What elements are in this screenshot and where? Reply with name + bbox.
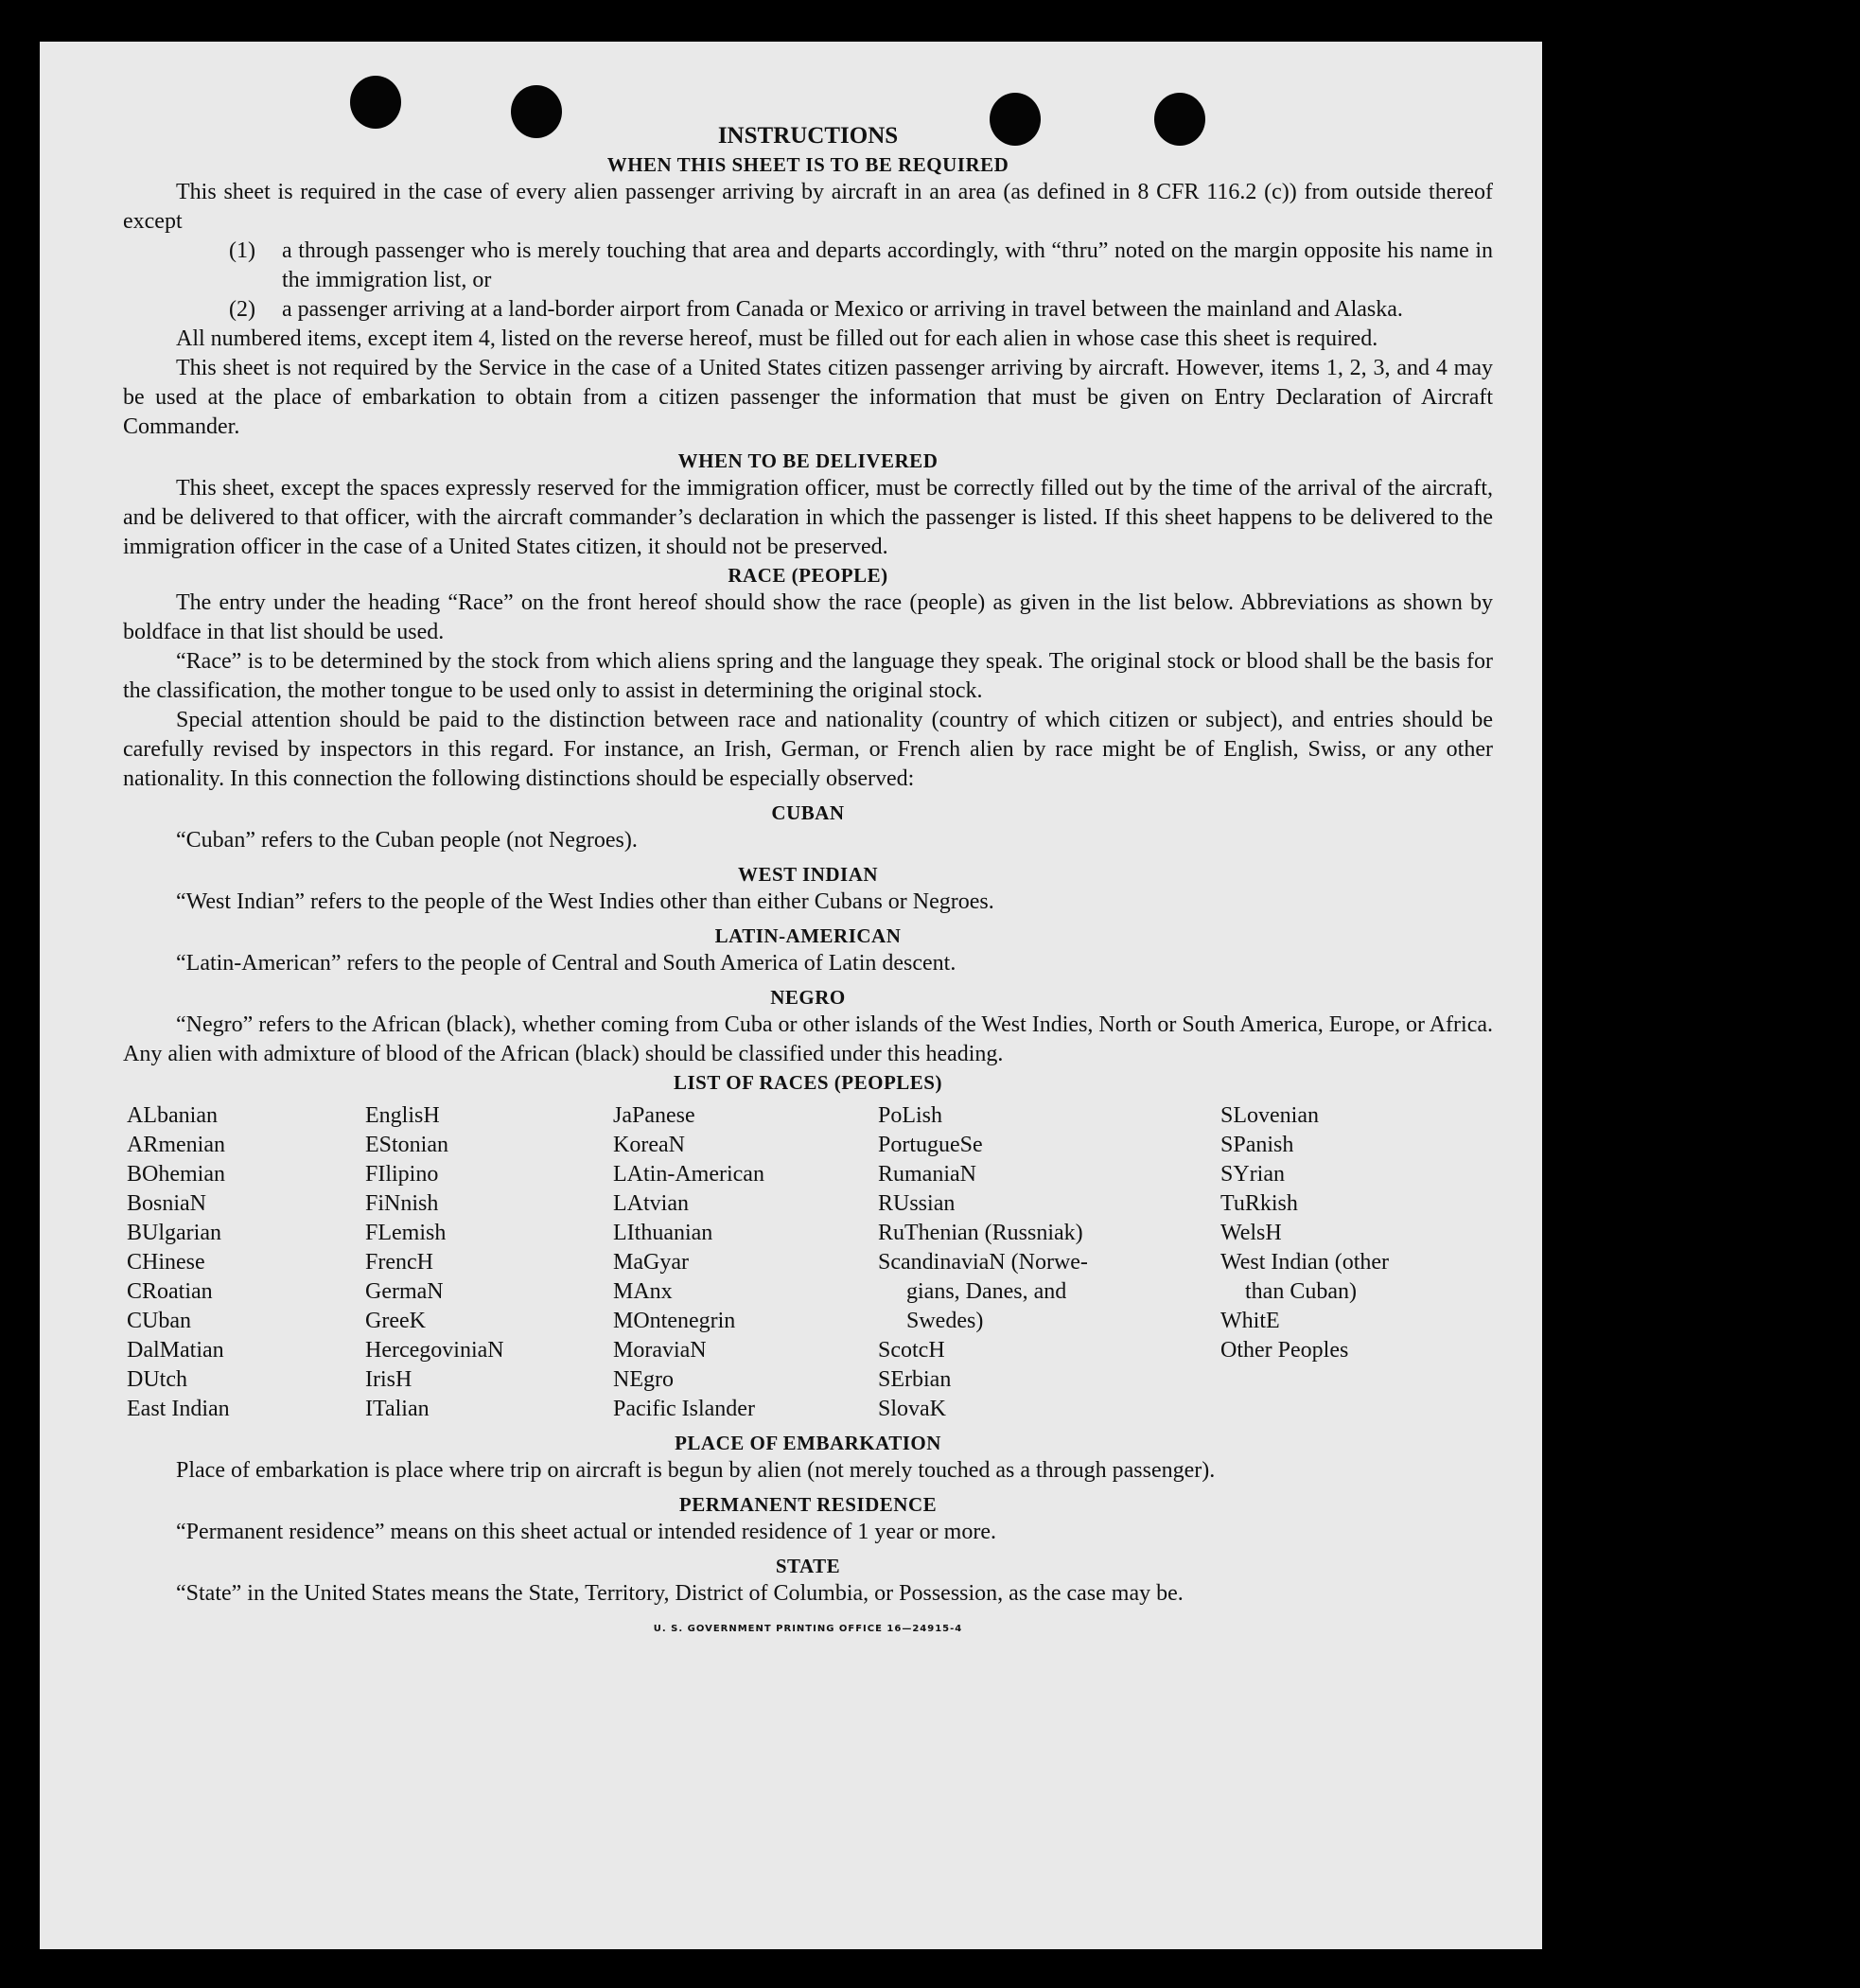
race-item: RuThenian (Russniak): [878, 1221, 1083, 1245]
paragraph: The entry under the heading “Race” on the front hereof should show the race (people) as given in the list below. Abbreviations as shown by boldface in that list should be used.: [123, 590, 1493, 644]
race-item: gians, Danes, and: [906, 1279, 1067, 1304]
race-item: EnglisH: [365, 1103, 440, 1128]
heading-west-indian: WEST INDIAN: [737, 863, 879, 886]
race-item: GreeK: [365, 1309, 426, 1333]
race-item: TuRkish: [1220, 1191, 1298, 1216]
heading-when-required: WHEN THIS SHEET IS TO BE REQUIRED: [606, 153, 1009, 176]
race-item: Swedes): [906, 1309, 984, 1333]
race-item: NEgro: [613, 1367, 674, 1392]
race-item: WhitE: [1220, 1309, 1280, 1333]
race-item: MAnx: [613, 1279, 673, 1304]
race-item: LIthuanian: [613, 1221, 713, 1245]
races-column-3: [613, 1101, 878, 1424]
race-item: SErbian: [878, 1367, 952, 1392]
page-title: INSTRUCTIONS: [717, 123, 899, 149]
race-item: MaGyar: [613, 1250, 689, 1275]
paragraph: Place of embarkation is place where trip on aircraft is begun by alien (not merely touched as a through passenger).: [176, 1458, 1216, 1483]
exception-item: [123, 237, 1493, 295]
race-item: FiNnish: [365, 1191, 439, 1216]
exception-number: (1): [229, 238, 255, 263]
document-page: [40, 42, 1542, 1949]
race-item: ITalian: [365, 1397, 430, 1421]
paragraph: Special attention should be paid to the distinction between race and nationality (country of which citizen or subject), and entries should be carefully revised by inspectors in this regard. For instance, an Irish, German, or French alien by race might be of English, Swiss, or any other nationality. In this connection the following distinctions should be especially observed:: [123, 708, 1493, 791]
races-column-5: [1220, 1101, 1485, 1424]
instructions-content: [123, 112, 1493, 1634]
paragraph: “Latin-American” refers to the people of Central and South America of Latin descent.: [176, 951, 956, 976]
race-item: MoraviaN: [613, 1338, 707, 1363]
paragraph: This sheet is required in the case of every alien passenger arriving by aircraft in an area (as defined in 8 CFR 116.2 (c)) from outside thereof except: [123, 180, 1493, 234]
race-item: West Indian (other: [1220, 1250, 1390, 1275]
heading-negro: NEGRO: [770, 986, 846, 1009]
races-column-4: [878, 1101, 1220, 1424]
race-item: FLemish: [365, 1221, 447, 1245]
race-item: FIlipino: [365, 1162, 439, 1187]
paragraph: “Permanent residence” means on this sheet actual or intended residence of 1 year or more.: [176, 1520, 996, 1544]
race-item: ScotcH: [878, 1338, 945, 1363]
race-item: SLovenian: [1220, 1103, 1319, 1128]
race-item: BUlgarian: [127, 1221, 221, 1245]
race-item: KoreaN: [613, 1133, 685, 1157]
paragraph: This sheet is not required by the Service in the case of a United States citizen passenger arriving by aircraft. However, items 1, 2, 3, and 4 may be used at the place of embarkation to obtain from a citizen passenger the information that must be given on Entry Declaration of Aircraft Commander.: [123, 356, 1493, 439]
paragraph: “Negro” refers to the African (black), whether coming from Cuba or other islands of the West Indies, North or South America, Europe, or Africa. Any alien with admixture of blood of the African (black) should be classified under this heading.: [123, 1012, 1493, 1066]
race-item: WelsH: [1220, 1221, 1282, 1245]
race-item: Other Peoples: [1220, 1338, 1349, 1363]
race-item: JaPanese: [613, 1103, 695, 1128]
paragraph: This sheet, except the spaces expressly reserved for the immigration officer, must be correctly filled out by the time of the arrival of the aircraft, and be delivered to that officer, with the aircraft commander’s declaration in which the passenger is listed. If this sheet happens to be delivered to the immigration officer in the case of a United States citizen, it should not be preserved.: [123, 476, 1493, 559]
heading-when-delivered: WHEN TO BE DELIVERED: [677, 449, 939, 472]
heading-permanent-residence: PERMANENT RESIDENCE: [678, 1493, 938, 1516]
race-item: MOntenegrin: [613, 1309, 736, 1333]
race-item: than Cuban): [1245, 1279, 1357, 1304]
paragraph: “Cuban” refers to the Cuban people (not Negroes).: [176, 828, 638, 853]
race-item: ALbanian: [127, 1103, 218, 1128]
race-item: RUssian: [878, 1191, 956, 1216]
race-item: PortugueSe: [878, 1133, 983, 1157]
race-item: EStonian: [365, 1133, 448, 1157]
heading-embarkation: PLACE OF EMBARKATION: [675, 1432, 941, 1454]
exception-text: a through passenger who is merely touching that area and departs accordingly, with “thru” noted on the margin opposite his name in the immigration list, or: [282, 238, 1493, 292]
race-item: Pacific Islander: [613, 1397, 755, 1421]
race-item: SPanish: [1220, 1133, 1294, 1157]
races-column-2: [365, 1101, 613, 1424]
race-item: RumaniaN: [878, 1162, 976, 1187]
exception-item: [123, 295, 1493, 325]
race-item: PoLish: [878, 1103, 943, 1128]
race-item: East Indian: [127, 1397, 230, 1421]
race-item: CHinese: [127, 1250, 205, 1275]
exception-number: (2): [229, 297, 255, 322]
race-item: GermaN: [365, 1279, 444, 1304]
heading-cuban: CUBAN: [771, 801, 845, 824]
race-item: IrisH: [365, 1367, 412, 1392]
heading-list-of-races: LIST OF RACES (PEOPLES): [674, 1071, 942, 1094]
race-item: ScandinaviaN (Norwe-: [878, 1250, 1088, 1275]
race-item: BOhemian: [127, 1162, 225, 1187]
race-item: LAtin-American: [613, 1162, 764, 1187]
race-item: FrencH: [365, 1250, 433, 1275]
heading-latin-american: LATIN-AMERICAN: [714, 924, 902, 947]
exception-text: a passenger arriving at a land-border airport from Canada or Mexico or arriving in travel between the mainland and Alaska.: [282, 297, 1403, 322]
heading-state: STATE: [775, 1555, 841, 1577]
races-column-1: [123, 1101, 365, 1424]
paragraph: “State” in the United States means the State, Territory, District of Columbia, or Possession, as the case may be.: [176, 1581, 1184, 1606]
race-item: DalMatian: [127, 1338, 224, 1363]
race-item: HercegoviniaN: [365, 1338, 504, 1363]
paragraph: “Race” is to be determined by the stock from which aliens spring and the language they speak. The original stock or blood shall be the basis for the classification, the mother tongue to be used only to assist in determining the original stock.: [123, 649, 1493, 703]
race-item: ARmenian: [127, 1133, 225, 1157]
race-item: LAtvian: [613, 1191, 689, 1216]
race-item: CRoatian: [127, 1279, 213, 1304]
race-item: SlovaK: [878, 1397, 946, 1421]
paragraph: All numbered items, except item 4, listed on the reverse hereof, must be filled out for each alien in whose case this sheet is required.: [176, 326, 1378, 351]
race-item: DUtch: [127, 1367, 187, 1392]
race-item: BosniaN: [127, 1191, 206, 1216]
races-list: [123, 1101, 1493, 1424]
heading-race: RACE (PEOPLE): [728, 564, 888, 587]
paragraph: “West Indian” refers to the people of the West Indies other than either Cubans or Negroes.: [176, 889, 994, 914]
printer-imprint: U. S. GOVERNMENT PRINTING OFFICE 16—24915-4: [653, 1624, 963, 1634]
race-item: SYrian: [1220, 1162, 1285, 1187]
race-item: CUban: [127, 1309, 191, 1333]
